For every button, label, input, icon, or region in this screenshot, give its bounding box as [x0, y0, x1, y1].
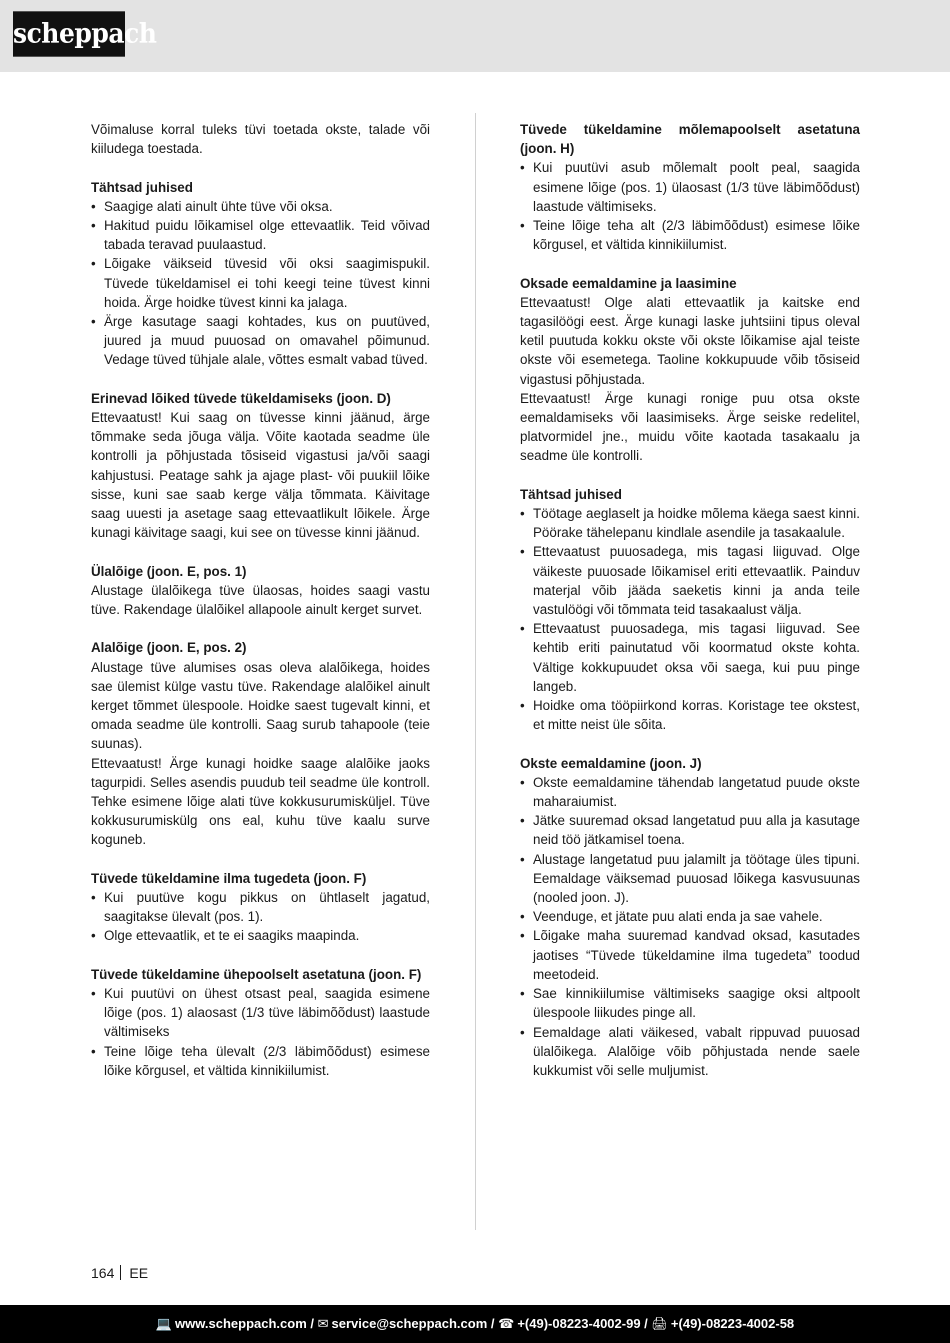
bullet-item: • Veenduge, et jätate puu alati enda ja sae vahele.: [520, 907, 860, 926]
section: [520, 485, 860, 735]
bullet-item: • Alustage langetatud puu jalamilt ja töötage üles tipuni. Eemaldage väiksemad puuosad lõikega kasvusuunas (nooled joon. J).: [520, 850, 860, 908]
section: [91, 120, 430, 158]
section: [91, 869, 430, 946]
fax-number: +(49)-08223-4002-58: [670, 1316, 795, 1331]
language-code: EE: [129, 1265, 149, 1281]
computer-icon: 💻: [155, 1316, 173, 1331]
bullet-list: [91, 888, 430, 946]
bullet-item: • Teine lõige teha ülevalt (2/3 läbimõõdust) esimese lõike kõrgusel, et vältida kinnikiilumist.: [91, 1042, 430, 1080]
section-heading: Tüvede tükeldamine mõlemapoolselt asetatuna (joon. H): [520, 122, 860, 157]
bullet-list: [520, 504, 860, 734]
paragraph: Võimaluse korral tuleks tüvi toetada okste, talade või kiiludega toestada.: [91, 122, 430, 157]
header-band: [0, 0, 950, 72]
phone-number: +(49)-08223-4002-99 /: [517, 1316, 648, 1331]
section-heading: Tüvede tükeldamine ühepoolselt asetatuna (joon. F): [91, 966, 422, 982]
bullet-item: • Hakitud puidu lõikamisel olge ettevaatlik. Teid võivad tabada teravad puulaastud.: [91, 216, 430, 254]
section-heading: Tähtsad juhised: [91, 179, 193, 195]
section: [520, 754, 860, 1080]
bullet-item: • Lõigake väikseid tüvesid või oksi saagimispukil. Tüvede tükeldamisel ei tohi keegi teine tüvest kinni hoida. Ärge hoidke tüvest kinni ka jalaga.: [91, 254, 430, 312]
bullet-item: • Olge ettevaatlik, et te ei saagiks maapinda.: [91, 926, 430, 945]
section-heading: Oksade eemaldamine ja laasimine: [520, 275, 737, 291]
mail-icon: ✉: [317, 1316, 329, 1331]
section-heading: Ülalõige (joon. E, pos. 1): [91, 563, 247, 579]
bullet-list: [91, 984, 430, 1080]
paragraph: Alustage ülalõikega tüve ülaosas, hoides saagi vastu tüve. Rakendage ülalõikel allapoole ainult kerget survet.: [91, 582, 430, 618]
email-link[interactable]: service@scheppach.com /: [331, 1316, 495, 1331]
section: [91, 562, 430, 620]
bullet-item: • Okste eemaldamine tähendab langetatud puude okste maharaiumist.: [520, 773, 860, 811]
section: [520, 120, 860, 254]
bullet-item: • Töötage aeglaselt ja hoidke mõlema käega saest kinni. Pöörake tähelepanu kindlale asendile ja tasakaalule.: [520, 504, 860, 542]
page-footer: [91, 1264, 148, 1282]
scheppach-logo: scheppach: [13, 11, 125, 56]
bullet-list: [91, 197, 430, 370]
website-link[interactable]: www.scheppach.com /: [175, 1316, 314, 1331]
fax-icon: 🖨: [651, 1316, 668, 1331]
paragraph: Ettevaatust! Ärge kunagi hoidke saage alalõike jaoks tagurpidi. Selles asendis puudub teil seadme üle kontroll. Tehke esimene lõige alati tüve kokkusurumisküljel. Tüve kokkusurumiskülg ons eal, kuhu tüve kaalu surve koguneb.: [91, 755, 430, 848]
bullet-item: • Jätke suuremad oksad langetatud puu alla ja kasutage neid töö jätkamisel toena.: [520, 811, 860, 849]
paragraph: Ettevaatust! Kui saag on tüvesse kinni jäänud, ärge tõmmake seda jõuga välja. Võite kaotada seadme üle kontrolli ja põhjustada tõsiseid vigastusi ja/või saagi kahjustusi. Peatage sahk ja ajage plast- või puukiil lõike sisse, kuni sae saab kerge välja tõmmata. Käivitage saag uuesti ja asetage saag ettevaatlikult lõikele. Ärge kunagi käivitage saagi, kui see on tüvesse kinni jäänud.: [91, 410, 430, 541]
bullet-item: • Saagige alati ainult ühte tüve või oksa.: [91, 197, 430, 216]
contact-bar: [0, 1305, 950, 1343]
section-heading: Okste eemaldamine (joon. J): [520, 755, 702, 771]
paragraph: Ettevaatust! Olge alati ettevaatlik ja kaitske end tagasilöögi eest. Ärge kunagi laske juhtsiini tipus oleval ketil puutuda kokku okste või okste lõikamise ajal teiste okste või esemetega. Taoline kokkupuude võib tõsiseid vigastusi põhjustada.: [520, 294, 860, 387]
bullet-item: • Kui puutüvi asub mõlemalt poolt peal, saagida esimene lõige (pos. 1) ülaosast (1/3 tüve läbimõõdust) laastude vältimiseks.: [520, 158, 860, 216]
bullet-item: • Sae kinnikiilumise vältimiseks saagige oksi altpoolt ülespoole liikudes pinge all.: [520, 984, 860, 1022]
bullet-list: [520, 158, 860, 254]
right-column: [520, 120, 860, 1099]
bullet-item: • Kui puutüvi on ühest otsast peal, saagida esimene lõige (pos. 1) alaosast (1/3 tüve läbimõõdust) laastude vältimiseks: [91, 984, 430, 1042]
section-heading: Tähtsad juhised: [520, 486, 622, 502]
section-heading: Alalõige (joon. E, pos. 2): [91, 640, 247, 656]
bullet-item: • Ettevaatust puuosadega, mis tagasi liiguvad. Olge väikeste puuosade lõikamisel eriti ettevaatlik. Painduv materjal võib jääda saeketis kinni ja anda teile vastulöögi või tõmmata teid tasakaalust välja.: [520, 542, 860, 619]
bullet-item: • Kui puutüve kogu pikkus on ühtlaselt jagatud, saagitakse ülevalt (pos. 1).: [91, 888, 430, 926]
section: [91, 389, 430, 543]
page-number: 164: [91, 1265, 115, 1281]
bullet-item: • Teine lõige teha alt (2/3 läbimõõdust) esimese lõike kõrgusel, et vältida kinnikiilumist.: [520, 216, 860, 254]
paragraph: Ettevaatust! Ärge kunagi ronige puu otsa okste eemaldamiseks või laasimiseks. Ärge seiske redelitel, platvormidel jne., muidu võite kaotada tasakaalu ja seadme üle kontrolli.: [520, 390, 860, 464]
column-divider: [475, 113, 476, 1230]
section: [91, 965, 430, 1080]
footer-separator: [120, 1265, 121, 1280]
phone-icon: ☎: [498, 1316, 515, 1331]
section-heading: Erinevad lõiked tüvede tükeldamiseks (joon. D): [91, 390, 391, 406]
paragraph: Alustage tüve alumises osas oleva alalõikega, hoides sae ülemist külge vastu tüve. Rakendage alalõikel ainult kerget tõmmet ülespoole. Hoidke saest tugevalt kinni, et omada seadme üle kontrolli. Saag surub tahapoole (teie suunas).: [91, 659, 430, 752]
bullet-list: [520, 773, 860, 1080]
left-column: [91, 120, 430, 1099]
bullet-item: • Hoidke oma tööpiirkond korras. Koristage tee okstest, et mitte neist üle sõita.: [520, 696, 860, 734]
bullet-item: • Ärge kasutage saagi kohtades, kus on puutüved, juured ja muud puuosad on omavahel põimunud. Vedage tüved tühjale alale, võttes esmalt vabad tüved.: [91, 312, 430, 370]
bullet-item: • Lõigake maha suuremad kandvad oksad, kasutades jaotises “Tüvede tükeldamine ilma tugedeta” toodud meetodeid.: [520, 926, 860, 984]
bullet-item: • Eemaldage alati väikesed, vabalt rippuvad puuosad ülalõikega. Alalõige võib põhjustada nende saele kukkumist või selle muljumist.: [520, 1023, 860, 1081]
section: [91, 178, 430, 370]
section: [91, 638, 430, 849]
section-heading: Tüvede tükeldamine ilma tugedeta (joon. F): [91, 870, 367, 886]
bullet-item: • Ettevaatust puuosadega, mis tagasi liiguvad. See kehtib eriti painutatud või koormatud okste kohta. Vältige kokkupuudet oksa või saega, kui puu pinge langeb.: [520, 619, 860, 696]
section: [520, 274, 860, 466]
